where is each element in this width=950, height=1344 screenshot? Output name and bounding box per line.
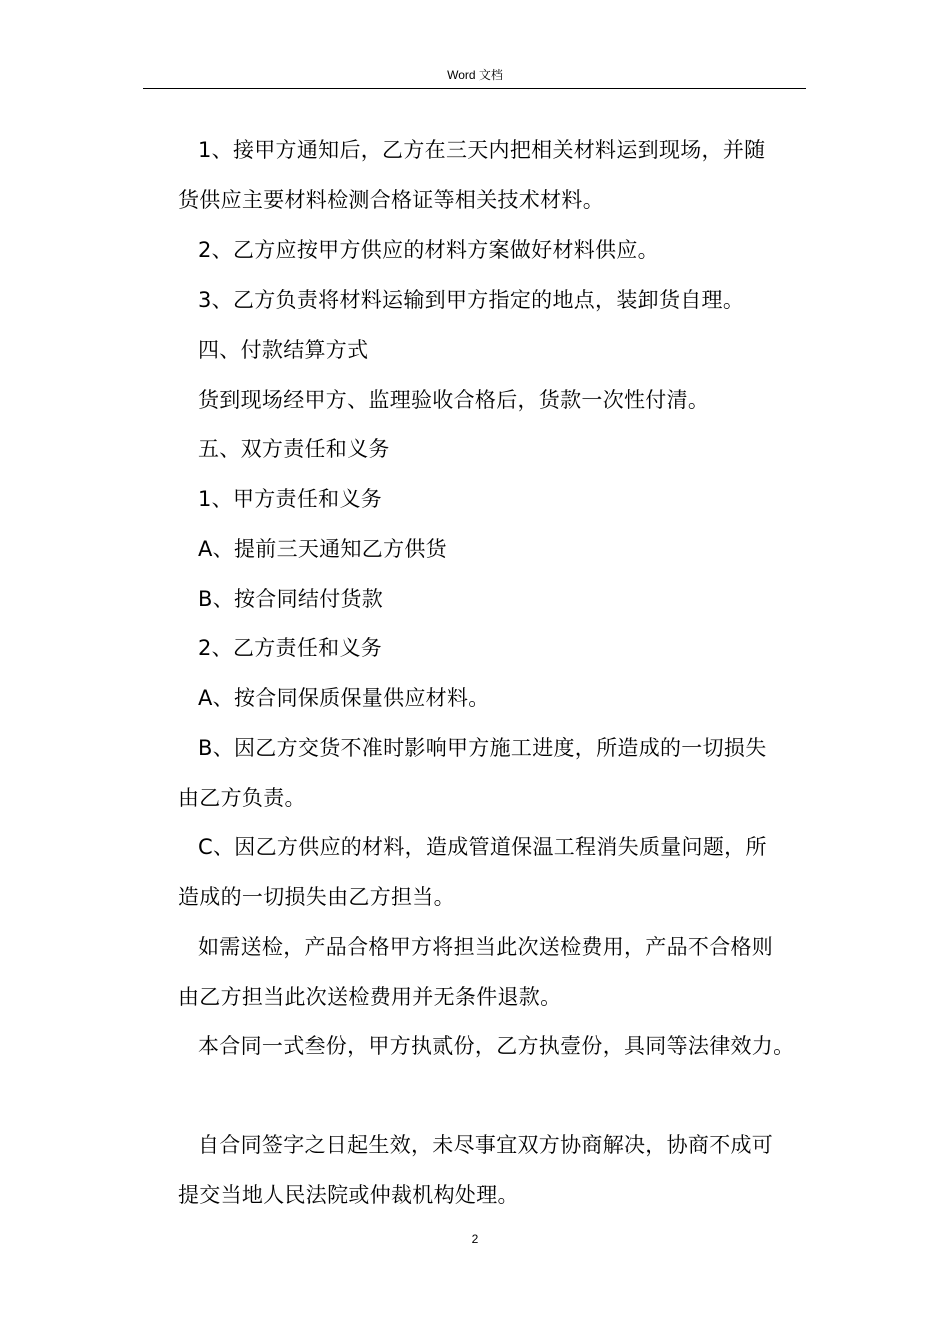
body-line-8: 1、甲方责任和义务 bbox=[198, 487, 383, 511]
page-header-title: Word 文档 bbox=[447, 68, 503, 82]
body-line-6: 货到现场经甲方、监理验收合格后，货款一次性付清。 bbox=[198, 388, 710, 412]
body-line-10: B、按合同结付货款 bbox=[198, 587, 384, 611]
section-heading-payment: 四、付款结算方式 bbox=[198, 338, 369, 362]
body-line-11: 2、乙方责任和义务 bbox=[198, 636, 383, 660]
body-line-3: 2、乙方应按甲方供应的材料方案做好材料供应。 bbox=[198, 238, 659, 262]
section-heading-responsibilities: 五、双方责任和义务 bbox=[198, 437, 390, 461]
body-line-19: 本合同一式叁份，甲方执贰份，乙方执壹份，具同等法律效力。 bbox=[198, 1034, 795, 1058]
body-line-12: A、按合同保质保量供应材料。 bbox=[198, 686, 490, 710]
body-line-17: 如需送检，产品合格甲方将担当此次送检费用，产品不合格则 bbox=[198, 935, 774, 959]
body-line-13: B、因乙方交货不准时影响甲方施工进度，所造成的一切损失 bbox=[198, 736, 767, 760]
header-divider bbox=[143, 88, 806, 89]
body-line-9: A、提前三天通知乙方供货 bbox=[198, 537, 447, 561]
body-line-2: 货供应主要材料检测合格证等相关技术材料。 bbox=[178, 188, 604, 212]
body-line-1: 1、接甲方通知后，乙方在三天内把相关材料运到现场，并随 bbox=[198, 138, 766, 162]
body-line-14: 由乙方负责。 bbox=[178, 786, 306, 810]
body-line-20: 自合同签字之日起生效，未尽事宜双方协商解决，协商不成可 bbox=[198, 1133, 774, 1157]
body-line-4: 3、乙方负责将材料运输到甲方指定的地点，装卸货自理。 bbox=[198, 288, 745, 312]
body-line-18: 由乙方担当此次送检费用并无条件退款。 bbox=[178, 985, 562, 1009]
body-line-16: 造成的一切损失由乙方担当。 bbox=[178, 885, 455, 909]
page-number: 2 bbox=[471, 1232, 479, 1246]
body-line-15: C、因乙方供应的材料，造成管道保温工程消失质量问题，所 bbox=[198, 835, 767, 859]
body-line-21: 提交当地人民法院或仲裁机构处理。 bbox=[178, 1183, 519, 1207]
